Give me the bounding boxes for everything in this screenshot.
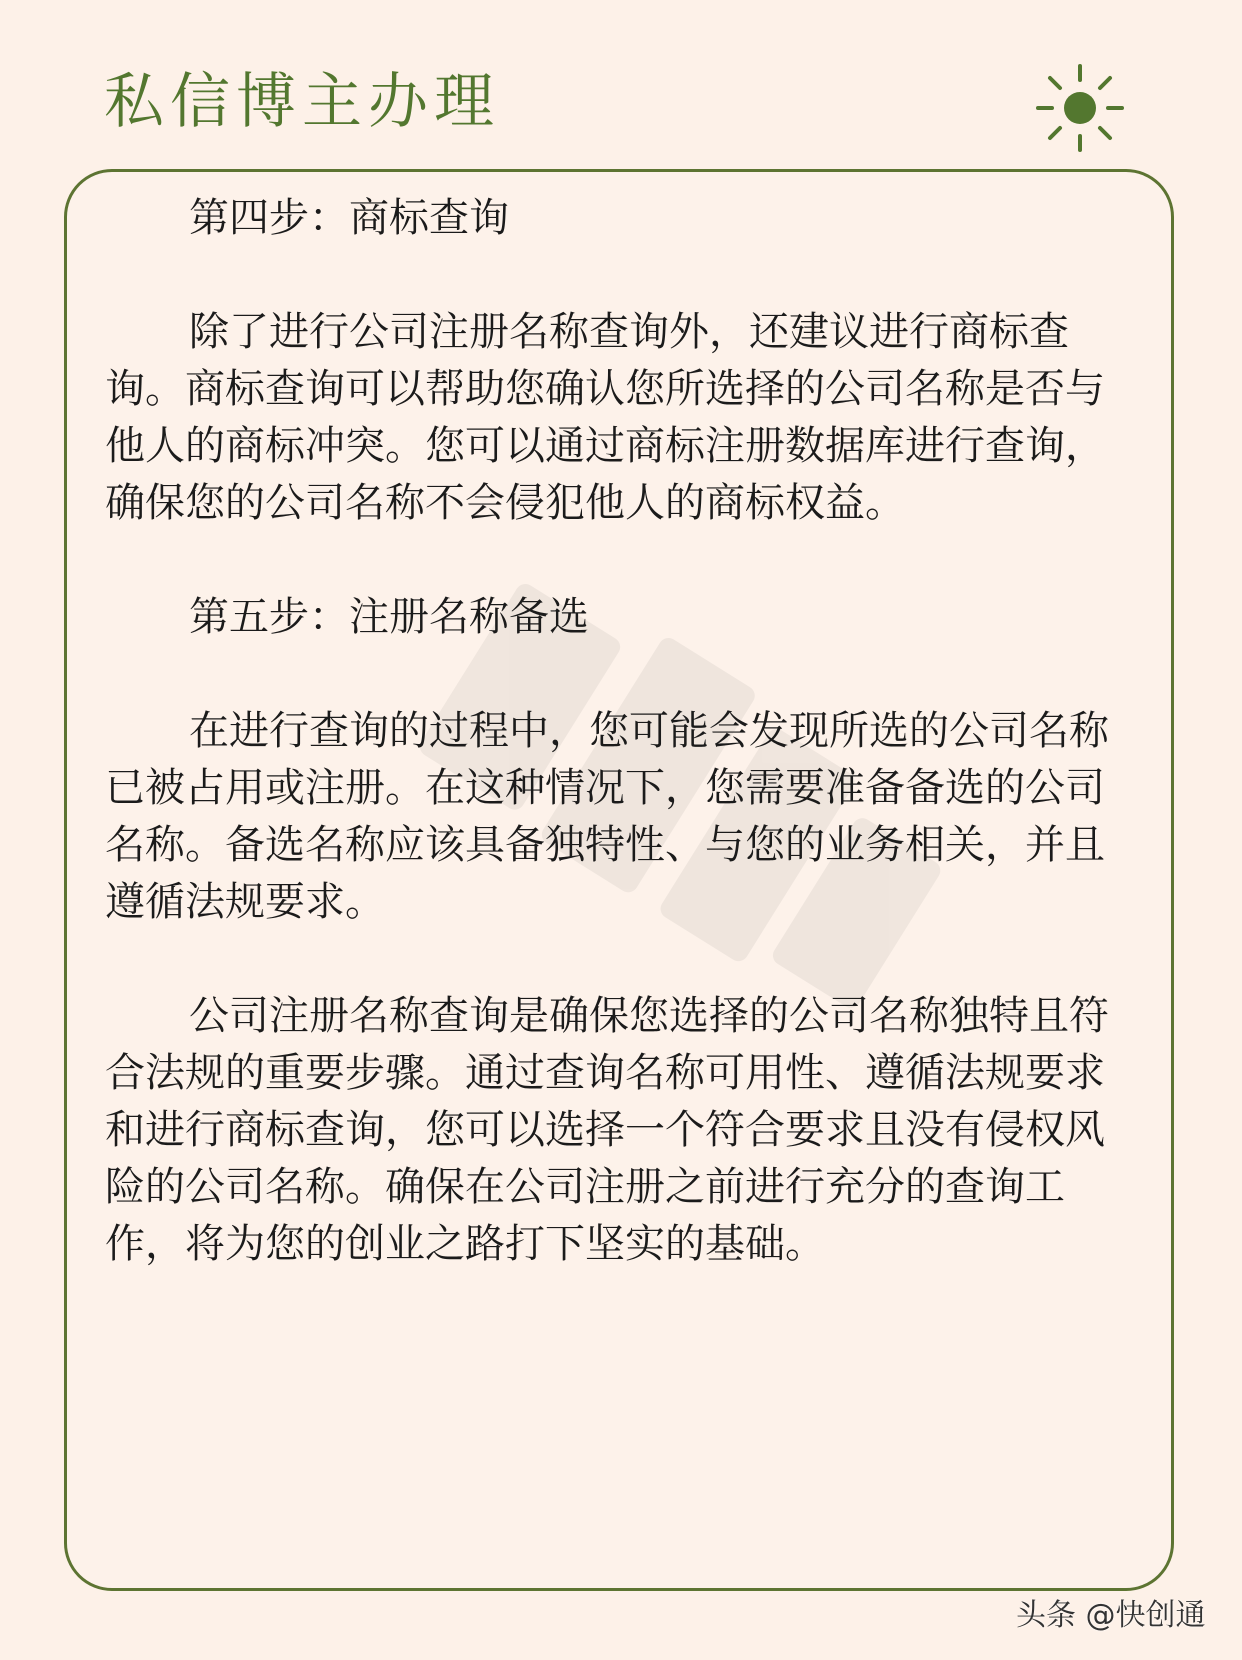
page-title: 私信博主办理 [104,67,500,137]
paragraph: 在进行查询的过程中，您可能会发现所选的公司名称已被占用或注册。在这种情况下，您需要准备备选的公司名称。备选名称应该具备独特性、与您的业务相关，并且遵循法规要求。 [105,708,1109,925]
section-heading: 第五步：注册名称备选 [189,594,589,640]
paragraph: 除了进行公司注册名称查询外，还建议进行商标查询。商标查询可以帮助您确认您所选择的公司名称是否与他人的商标冲突。您可以通过商标注册数据库进行查询，确保您的公司名称不会侵犯他人的商标权益。 [105,309,1105,526]
content-card [64,169,1174,1591]
section-heading: 第四步：商标查询 [189,195,509,241]
paragraph: 公司注册名称查询是确保您选择的公司名称独特且符合法规的重要步骤。通过查询名称可用性、遵循法规要求和进行商标查询，您可以选择一个符合要求且没有侵权风险的公司名称。确保在公司注册之前进行充分的查询工作，将为您的创业之路打下坚实的基础。 [105,993,1109,1267]
footer-credit: 头条 @快创通 [1016,1598,1206,1633]
sun-icon [1036,64,1124,152]
article-body [105,190,1141,1330]
